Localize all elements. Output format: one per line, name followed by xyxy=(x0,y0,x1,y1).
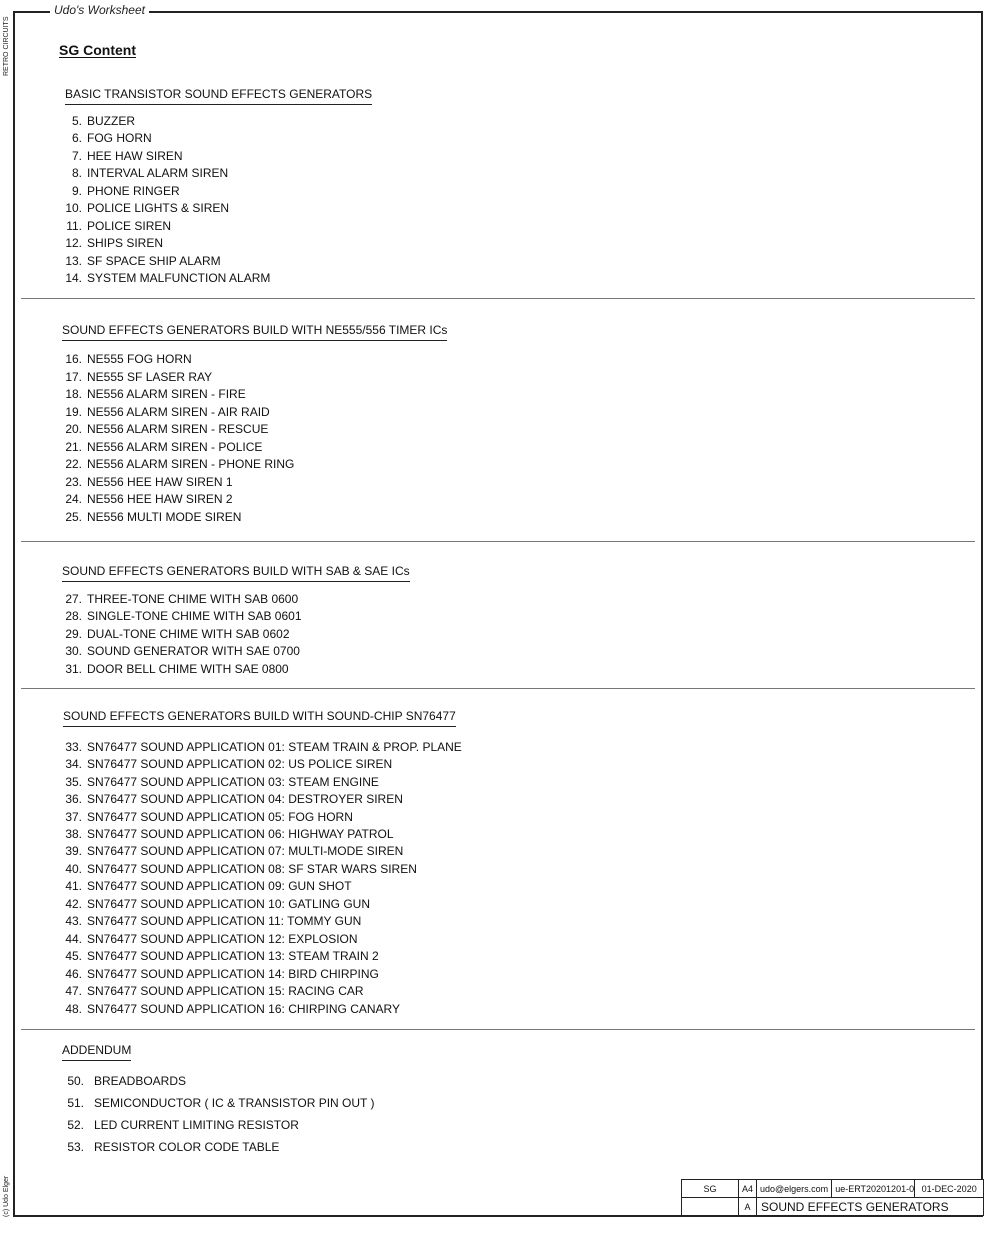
item-number: 29. xyxy=(65,627,82,641)
section-divider xyxy=(21,298,975,299)
item-number: 16. xyxy=(65,352,82,366)
item-text: DUAL-TONE CHIME WITH SAB 0602 xyxy=(87,627,290,641)
item-text: SEMICONDUCTOR ( IC & TRANSISTOR PIN OUT ) xyxy=(94,1096,375,1110)
title-block xyxy=(681,1179,984,1216)
list-item xyxy=(60,810,353,824)
item-text: INTERVAL ALARM SIREN xyxy=(87,166,229,180)
list-item xyxy=(60,422,268,436)
item-number: 12. xyxy=(65,236,82,250)
item-text: SN76477 SOUND APPLICATION 06: HIGHWAY PATROL xyxy=(87,827,394,841)
list-item xyxy=(60,492,233,506)
item-text: SOUND GENERATOR WITH SAE 0700 xyxy=(87,644,300,658)
list-item xyxy=(60,370,212,384)
list-item xyxy=(60,627,290,641)
item-number: 25. xyxy=(65,510,82,524)
item-number: 47. xyxy=(65,984,82,998)
item-text: RESISTOR COLOR CODE TABLE xyxy=(94,1140,280,1154)
section-title: ADDENDUM xyxy=(62,1043,131,1061)
list-item xyxy=(60,440,262,454)
list-item xyxy=(60,967,379,981)
item-number: 52. xyxy=(67,1118,84,1132)
list-item xyxy=(60,352,192,366)
title-block-title: SOUND EFFECTS GENERATORS xyxy=(757,1198,984,1216)
item-text: SN76477 SOUND APPLICATION 07: MULTI-MODE SIREN xyxy=(87,844,404,858)
item-text: SN76477 SOUND APPLICATION 03: STEAM ENGINE xyxy=(87,775,379,789)
item-text: SN76477 SOUND APPLICATION 10: GATLING GUN xyxy=(87,897,370,911)
item-text: SN76477 SOUND APPLICATION 14: BIRD CHIRPING xyxy=(87,967,379,981)
list-item xyxy=(60,827,394,841)
item-number: 9. xyxy=(71,184,82,198)
item-number: 41. xyxy=(65,879,82,893)
item-number: 14. xyxy=(65,271,82,285)
item-text: BUZZER xyxy=(87,114,135,128)
section-title: SOUND EFFECTS GENERATORS BUILD WITH SOUND-CHIP SN76477 xyxy=(63,709,456,727)
item-text: BREADBOARDS xyxy=(94,1074,187,1088)
title-block-date: 01-DEC-2020 xyxy=(915,1180,984,1198)
list-item xyxy=(60,131,152,145)
item-number: 13. xyxy=(65,254,82,268)
item-text: SN76477 SOUND APPLICATION 12: EXPLOSION xyxy=(87,932,358,946)
item-text: NE556 ALARM SIREN - FIRE xyxy=(87,387,246,401)
item-text: SF SPACE SHIP ALARM xyxy=(87,254,221,268)
item-text: POLICE LIGHTS & SIREN xyxy=(87,201,230,215)
item-text: SINGLE-TONE CHIME WITH SAB 0601 xyxy=(87,609,302,623)
item-text: SN76477 SOUND APPLICATION 01: STEAM TRAIN & PROP. PLANE xyxy=(87,740,462,754)
list-item xyxy=(60,662,289,676)
item-text: POLICE SIREN xyxy=(87,219,172,233)
item-text: SN76477 SOUND APPLICATION 11: TOMMY GUN xyxy=(87,914,362,928)
list-item xyxy=(60,740,462,754)
page-title: SG Content xyxy=(59,42,136,58)
item-text: NE556 HEE HAW SIREN 2 xyxy=(87,492,233,506)
title-block-size: A4 xyxy=(739,1180,757,1198)
item-text: SHIPS SIREN xyxy=(87,236,164,250)
title-block-doc-id: ue-ERT20201201-0 xyxy=(832,1180,915,1198)
item-number: 17. xyxy=(65,370,82,384)
list-item xyxy=(60,792,403,806)
item-text: SN76477 SOUND APPLICATION 09: GUN SHOT xyxy=(87,879,352,893)
item-number: 22. xyxy=(65,457,82,471)
section-divider xyxy=(21,1029,975,1030)
list-item xyxy=(60,644,300,658)
item-text: SN76477 SOUND APPLICATION 13: STEAM TRAIN 2 xyxy=(87,949,379,963)
item-text: SN76477 SOUND APPLICATION 15: RACING CAR xyxy=(87,984,364,998)
item-text: NE556 ALARM SIREN - POLICE xyxy=(87,440,263,454)
item-text: SN76477 SOUND APPLICATION 04: DESTROYER SIREN xyxy=(87,792,403,806)
list-item xyxy=(62,1140,279,1154)
item-text: DOOR BELL CHIME WITH SAE 0800 xyxy=(87,662,289,676)
item-number: 28. xyxy=(65,609,82,623)
list-item xyxy=(62,1096,374,1110)
item-text: NE556 ALARM SIREN - PHONE RING xyxy=(87,457,295,471)
item-text: LED CURRENT LIMITING RESISTOR xyxy=(94,1118,299,1132)
list-item xyxy=(60,932,358,946)
list-item xyxy=(60,149,183,163)
item-text: NE555 FOG HORN xyxy=(87,352,192,366)
list-item xyxy=(60,387,246,401)
item-number: 36. xyxy=(65,792,82,806)
list-item xyxy=(60,236,163,250)
section-divider xyxy=(21,541,975,542)
list-item xyxy=(60,457,294,471)
item-text: SN76477 SOUND APPLICATION 02: US POLICE SIREN xyxy=(87,757,393,771)
item-number: 23. xyxy=(65,475,82,489)
item-number: 31. xyxy=(65,662,82,676)
list-item xyxy=(60,184,180,198)
item-number: 51. xyxy=(67,1096,84,1110)
list-item xyxy=(60,914,361,928)
item-number: 40. xyxy=(65,862,82,876)
item-number: 18. xyxy=(65,387,82,401)
list-item xyxy=(60,271,270,285)
list-item xyxy=(60,897,370,911)
item-text: NE555 SF LASER RAY xyxy=(87,370,213,384)
list-item xyxy=(60,166,228,180)
list-item xyxy=(60,862,417,876)
item-text: SYSTEM MALFUNCTION ALARM xyxy=(87,271,271,285)
list-item xyxy=(60,114,135,128)
item-number: 53. xyxy=(67,1140,84,1154)
list-item xyxy=(60,219,171,233)
item-number: 27. xyxy=(65,592,82,606)
item-text: THREE-TONE CHIME WITH SAB 0600 xyxy=(87,592,299,606)
list-item xyxy=(60,775,379,789)
item-number: 43. xyxy=(65,914,82,928)
title-block-code: SG xyxy=(682,1180,739,1198)
item-number: 10. xyxy=(65,201,82,215)
list-item xyxy=(60,844,403,858)
list-item xyxy=(60,201,229,215)
item-number: 24. xyxy=(65,492,82,506)
item-text: PHONE RINGER xyxy=(87,184,180,198)
list-item xyxy=(60,609,302,623)
item-number: 46. xyxy=(65,967,82,981)
item-number: 37. xyxy=(65,810,82,824)
item-text: NE556 ALARM SIREN - AIR RAID xyxy=(87,405,270,419)
section-title: SOUND EFFECTS GENERATORS BUILD WITH SAB & SAE ICs xyxy=(62,564,410,582)
worksheet-label: Udo's Worksheet xyxy=(50,3,149,17)
section-title: SOUND EFFECTS GENERATORS BUILD WITH NE555/556 TIMER ICs xyxy=(62,323,447,341)
item-number: 48. xyxy=(65,1002,82,1016)
side-label-bottom: (c) Udo Elger xyxy=(3,1175,10,1217)
item-number: 33. xyxy=(65,740,82,754)
item-text: NE556 HEE HAW SIREN 1 xyxy=(87,475,233,489)
item-text: SN76477 SOUND APPLICATION 08: SF STAR WARS SIREN xyxy=(87,862,417,876)
item-text: NE556 ALARM SIREN - RESCUE xyxy=(87,422,269,436)
side-label-top: RETRO CIRCUITS xyxy=(3,16,10,76)
item-text: FOG HORN xyxy=(87,131,152,145)
list-item xyxy=(60,949,379,963)
list-item xyxy=(60,984,364,998)
list-item xyxy=(62,1074,186,1088)
list-item xyxy=(60,1002,400,1016)
item-number: 44. xyxy=(65,932,82,946)
list-item xyxy=(60,757,392,771)
section-divider xyxy=(21,688,975,689)
item-text: SN76477 SOUND APPLICATION 16: CHIRPING CANARY xyxy=(87,1002,400,1016)
list-item xyxy=(60,475,233,489)
title-block-revision: A xyxy=(739,1198,757,1216)
item-number: 35. xyxy=(65,775,82,789)
list-item xyxy=(60,879,352,893)
title-block-empty xyxy=(682,1198,739,1216)
item-number: 6. xyxy=(71,131,82,145)
list-item xyxy=(60,592,298,606)
item-number: 45. xyxy=(65,949,82,963)
title-block-email: udo@elgers.com xyxy=(757,1180,832,1198)
item-text: NE556 MULTI MODE SIREN xyxy=(87,510,242,524)
item-number: 20. xyxy=(65,422,82,436)
item-number: 11. xyxy=(66,219,82,233)
section-title: BASIC TRANSISTOR SOUND EFFECTS GENERATORS xyxy=(65,87,372,105)
item-number: 42. xyxy=(65,897,82,911)
item-number: 30. xyxy=(65,644,82,658)
item-number: 21. xyxy=(65,440,82,454)
item-number: 7. xyxy=(71,149,82,163)
item-text: HEE HAW SIREN xyxy=(87,149,183,163)
item-number: 5. xyxy=(71,114,82,128)
item-number: 19. xyxy=(65,405,82,419)
list-item xyxy=(60,510,241,524)
item-text: SN76477 SOUND APPLICATION 05: FOG HORN xyxy=(87,810,353,824)
list-item xyxy=(60,405,270,419)
item-number: 50. xyxy=(67,1074,84,1088)
list-item xyxy=(60,254,221,268)
list-item xyxy=(62,1118,299,1132)
item-number: 38. xyxy=(65,827,82,841)
item-number: 39. xyxy=(65,844,82,858)
item-number: 8. xyxy=(71,166,82,180)
item-number: 34. xyxy=(65,757,82,771)
